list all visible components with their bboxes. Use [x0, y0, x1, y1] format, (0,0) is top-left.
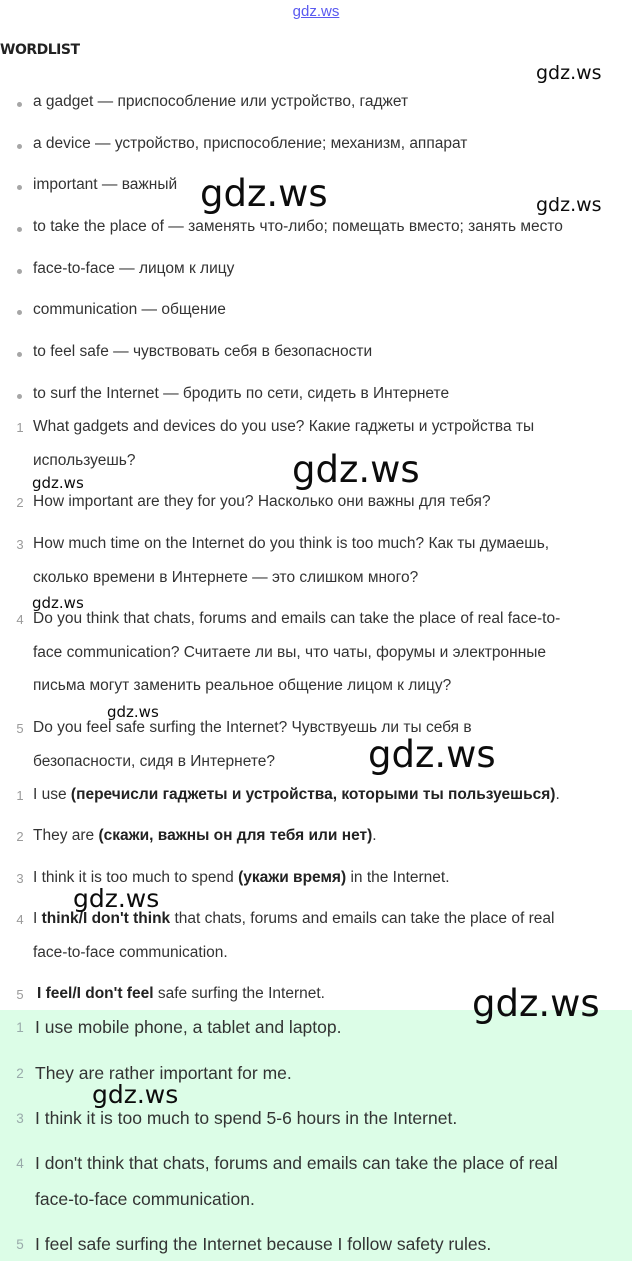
bullet-icon [17, 102, 22, 107]
watermark: gdz.ws [536, 194, 602, 216]
watermark: gdz.ws [32, 474, 84, 492]
watermark: gdz.ws [536, 62, 602, 84]
bullet-icon [17, 144, 22, 149]
site-header-link[interactable]: gdz.ws [292, 3, 340, 20]
bullet-icon [17, 310, 22, 315]
bullet-icon [17, 227, 22, 232]
watermark: gdz.ws [292, 448, 420, 491]
answer-panel [0, 1010, 632, 1261]
watermark: gdz.ws [92, 1080, 179, 1109]
watermark: gdz.ws [32, 594, 84, 612]
bullet-icon [17, 269, 22, 274]
bullet-icon [17, 352, 22, 357]
watermark: gdz.ws [107, 703, 159, 721]
watermark: gdz.ws [472, 982, 600, 1025]
watermark: gdz.ws [73, 884, 160, 913]
watermark: gdz.ws [368, 733, 496, 776]
wordlist-title: WORDLIST [0, 42, 80, 58]
bullet-icon [17, 185, 22, 190]
bullet-icon [17, 394, 22, 399]
watermark: gdz.ws [200, 172, 328, 215]
